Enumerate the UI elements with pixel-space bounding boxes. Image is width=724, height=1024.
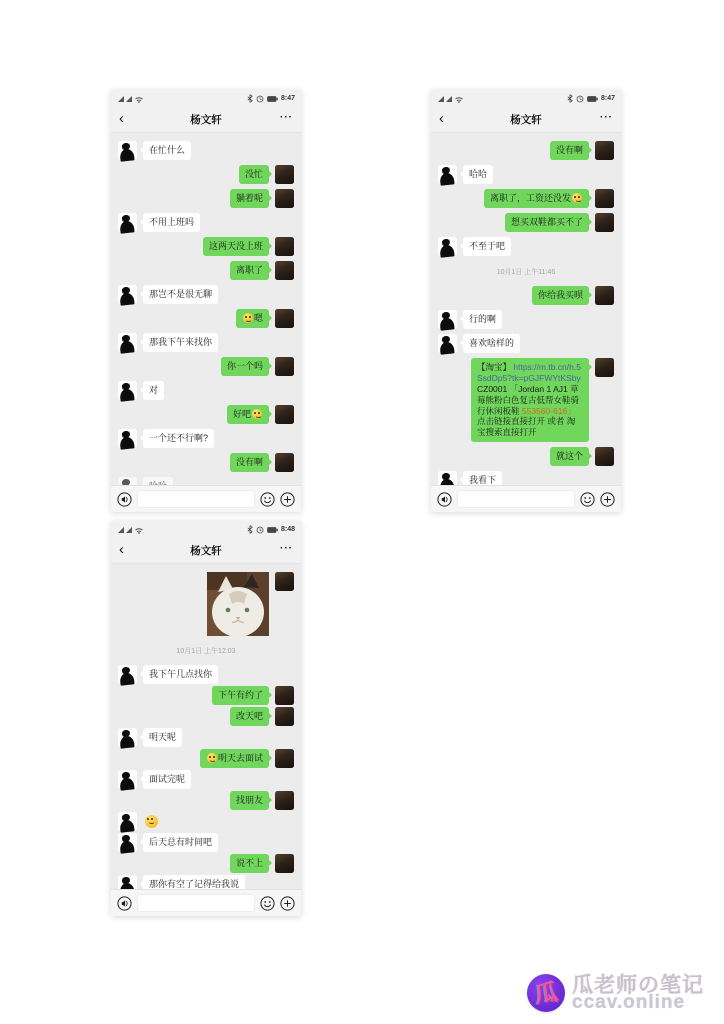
- avatar[interactable]: [118, 812, 137, 831]
- chat-body: [111, 564, 301, 889]
- chat-bubble[interactable]: [532, 286, 589, 305]
- avatar[interactable]: [595, 286, 614, 305]
- avatar[interactable]: [275, 189, 294, 208]
- message-row: [118, 453, 294, 472]
- chat-bubble[interactable]: [143, 381, 164, 400]
- chat-bubble[interactable]: [143, 285, 218, 304]
- photo-message[interactable]: [207, 572, 269, 636]
- avatar[interactable]: [275, 854, 294, 873]
- chat-bubble[interactable]: [227, 405, 269, 424]
- message-row: [438, 334, 614, 353]
- message-text: 说不上: [235, 858, 263, 868]
- message-text: 就这个: [555, 451, 583, 462]
- status-bar: [111, 521, 301, 538]
- message-input[interactable]: [137, 490, 255, 508]
- message-text: 行的啊: [469, 314, 497, 324]
- message-row: [438, 447, 614, 466]
- status-left-icons: [117, 94, 147, 103]
- avatar[interactable]: [275, 707, 294, 726]
- message-text: 后天总有时间吧: [149, 837, 213, 847]
- timestamp-row: [438, 261, 614, 279]
- message-row: [438, 358, 614, 442]
- message-text: 对: [149, 385, 159, 395]
- message-text: 躺着呢: [235, 193, 263, 203]
- avatar[interactable]: [118, 770, 137, 789]
- avatar[interactable]: [438, 310, 457, 329]
- bluetooth-icon: [247, 525, 253, 534]
- avatar[interactable]: [595, 213, 614, 232]
- alarm-icon: [576, 95, 584, 103]
- message-text: 改天吧: [235, 711, 263, 721]
- message-row: [118, 429, 294, 448]
- message-text: 在忙什么: [149, 145, 186, 155]
- chat-bubble[interactable]: [230, 854, 269, 873]
- message-text: 这两天没上班: [208, 241, 263, 251]
- avatar[interactable]: [118, 285, 137, 304]
- message-text: 没有啊: [555, 145, 583, 155]
- wechat-screenshot-2: [431, 90, 621, 512]
- link-segment: 553560-616」: [521, 405, 576, 416]
- status-left-icons: [437, 94, 467, 103]
- chat-header: [111, 107, 301, 133]
- avatar[interactable]: [275, 357, 294, 376]
- avatar[interactable]: [275, 453, 294, 472]
- avatar[interactable]: [595, 358, 614, 377]
- emoji-button[interactable]: [260, 492, 275, 507]
- timestamp: 10月1日 上午11:46: [496, 269, 556, 276]
- back-button[interactable]: ‹: [439, 110, 444, 127]
- emoji-icon: [145, 815, 158, 828]
- watermark-text: [572, 975, 704, 1012]
- message-text: 面试完呢: [149, 774, 186, 784]
- message-text: 明天呢: [149, 732, 177, 742]
- message-text: 一个还不行啊?: [149, 433, 209, 443]
- status-left-icons: [117, 525, 147, 534]
- chat-bubble[interactable]: [550, 447, 589, 466]
- message-row: [118, 237, 294, 256]
- avatar[interactable]: [275, 572, 294, 591]
- chat-bubble[interactable]: [239, 165, 269, 184]
- chat-bubble[interactable]: [236, 309, 269, 328]
- chat-bubble[interactable]: [143, 429, 214, 448]
- message-input[interactable]: [137, 894, 255, 912]
- message-row: [118, 357, 294, 376]
- chat-bubble[interactable]: [143, 665, 218, 684]
- message-row: [438, 310, 614, 329]
- status-bar: [111, 90, 301, 107]
- chat-bubble[interactable]: [143, 728, 182, 747]
- message-row: [438, 189, 614, 208]
- avatar[interactable]: [118, 429, 137, 448]
- emoji-button[interactable]: [260, 896, 275, 911]
- battery-icon: [587, 96, 598, 102]
- link-segment: 【淘宝】: [477, 362, 512, 372]
- wechat-screenshot-3: [111, 521, 301, 916]
- message-input[interactable]: [457, 490, 575, 508]
- message-text: 那岂不是很无聊: [149, 289, 213, 299]
- avatar[interactable]: [275, 686, 294, 705]
- message-text: 明天去面试: [217, 753, 263, 763]
- voice-button[interactable]: [117, 492, 132, 507]
- signal-wifi-icon: [117, 94, 147, 103]
- chat-bubble[interactable]: [230, 707, 269, 726]
- input-bar: [111, 889, 301, 916]
- message-row: [118, 854, 294, 873]
- message-row: [118, 728, 294, 747]
- message-row: [118, 333, 294, 352]
- chat-bubble[interactable]: [463, 310, 502, 329]
- message-text: 那我下午来找你: [149, 337, 213, 347]
- link-segment: https://m.tb.cn/h.5SsdDp5?tk=pGJFWYtKSby: [477, 362, 581, 383]
- watermark-title: 瓜老师の笔记: [572, 973, 704, 997]
- emoji-button[interactable]: [580, 492, 595, 507]
- chat-bubble[interactable]: [463, 237, 511, 256]
- avatar[interactable]: [438, 165, 457, 184]
- message-row: [118, 141, 294, 160]
- chat-title: 杨文轩: [510, 114, 542, 126]
- chat-bubble[interactable]: [143, 141, 191, 160]
- message-text: 没忙: [244, 169, 263, 179]
- message-row: [118, 791, 294, 810]
- status-time: 8:47: [280, 95, 295, 102]
- message-text: 不用上班吗: [149, 217, 195, 227]
- chat-bubble[interactable]: [143, 770, 191, 789]
- status-right-icons: [247, 94, 295, 103]
- voice-button[interactable]: [437, 492, 452, 507]
- message-row: [118, 165, 294, 184]
- avatar[interactable]: [595, 141, 614, 160]
- chat-bubble[interactable]: [463, 165, 493, 184]
- chat-header: [431, 107, 621, 133]
- plus-button[interactable]: [600, 492, 615, 507]
- chat-bubble[interactable]: [230, 261, 269, 280]
- message-row: [438, 141, 614, 160]
- avatar[interactable]: [275, 405, 294, 424]
- message-text: 离职了，工资还没发: [489, 193, 571, 203]
- message-row: [118, 189, 294, 208]
- message-row: [118, 405, 294, 424]
- status-bar: [431, 90, 621, 107]
- bluetooth-icon: [567, 94, 573, 103]
- avatar[interactable]: [118, 141, 137, 160]
- signal-wifi-icon: [437, 94, 467, 103]
- input-bar: [431, 485, 621, 512]
- input-bar: [111, 485, 301, 512]
- chat-title: 杨文轩: [190, 114, 222, 126]
- watermark-gua-character: 瓜: [532, 978, 560, 1007]
- avatar[interactable]: [275, 791, 294, 810]
- chat-bubble[interactable]: [221, 357, 269, 376]
- message-row: [118, 572, 294, 636]
- emoji-icon: [252, 409, 262, 419]
- message-text: 嗯: [253, 313, 263, 323]
- watermark-logo-icon: [527, 974, 565, 1012]
- chat-bubble[interactable]: [230, 453, 269, 472]
- chat-bubble[interactable]: [203, 237, 269, 256]
- message-text: 喜欢啥样的: [469, 338, 515, 348]
- plus-button[interactable]: [280, 896, 295, 911]
- message-row: [118, 381, 294, 400]
- emoji-icon: [572, 193, 582, 203]
- alarm-icon: [256, 526, 264, 534]
- link-message-bubble[interactable]: [471, 358, 589, 442]
- message-row: [438, 213, 614, 232]
- emoji-icon: [243, 313, 253, 323]
- voice-button[interactable]: [117, 896, 132, 911]
- back-button[interactable]: ‹: [119, 541, 124, 558]
- avatar[interactable]: [595, 189, 614, 208]
- avatar[interactable]: [275, 165, 294, 184]
- alarm-icon: [256, 95, 264, 103]
- more-button[interactable]: ···: [280, 112, 293, 123]
- status-time: 8:48: [280, 526, 295, 533]
- wechat-screenshot-1: [111, 90, 301, 512]
- message-text: 没有啊: [235, 457, 263, 467]
- message-text: 不至于吧: [469, 241, 506, 251]
- chat-bubble[interactable]: [212, 686, 269, 705]
- message-row: [118, 213, 294, 232]
- watermark-url: ccav.online: [572, 991, 686, 1013]
- chat-title: 杨文轩: [190, 545, 222, 557]
- avatar[interactable]: [118, 728, 137, 747]
- avatar[interactable]: [118, 665, 137, 684]
- message-row: [118, 749, 294, 768]
- chat-bubble[interactable]: [230, 189, 269, 208]
- message-text: 下午有约了: [217, 690, 263, 700]
- back-button[interactable]: ‹: [119, 110, 124, 127]
- avatar[interactable]: [275, 749, 294, 768]
- message-row: [438, 237, 614, 256]
- message-text: 我下午几点找你: [149, 669, 213, 679]
- avatar[interactable]: [595, 447, 614, 466]
- battery-icon: [267, 96, 278, 102]
- chat-bubble[interactable]: [143, 333, 218, 352]
- avatar[interactable]: [275, 237, 294, 256]
- status-right-icons: [247, 525, 295, 534]
- signal-wifi-icon: [117, 525, 147, 534]
- chat-bubble[interactable]: [505, 213, 589, 232]
- avatar[interactable]: [118, 333, 137, 352]
- chat-bubble[interactable]: [143, 213, 200, 232]
- plus-button[interactable]: [280, 492, 295, 507]
- message-text: 想买双鞋都买不了: [510, 217, 583, 227]
- chat-bubble[interactable]: [550, 141, 589, 160]
- chat-body: [111, 133, 301, 485]
- message-row: [118, 285, 294, 304]
- message-text: 我看下: [469, 475, 497, 486]
- link-segment: 点击链接直接打开 或者 淘宝搜索直接打开: [477, 416, 576, 438]
- message-row: [118, 309, 294, 328]
- message-row: [438, 286, 614, 305]
- chat-body: [431, 133, 621, 485]
- timestamp: 10月1日 上午12:03: [176, 648, 236, 655]
- emoji-icon: [207, 753, 217, 763]
- bluetooth-icon: [247, 94, 253, 103]
- more-button[interactable]: ···: [600, 112, 613, 123]
- message-row: [118, 707, 294, 726]
- battery-icon: [267, 527, 278, 533]
- more-button[interactable]: ···: [280, 543, 293, 554]
- status-right-icons: [567, 94, 615, 103]
- message-text: 那你有空了记得给我说: [149, 879, 240, 889]
- cat-photo: [207, 572, 269, 636]
- chat-bubble[interactable]: [484, 189, 589, 208]
- avatar[interactable]: [118, 833, 137, 852]
- message-text: 找朋友: [235, 795, 263, 805]
- message-text: 你给我买呗: [537, 290, 583, 300]
- avatar[interactable]: [275, 261, 294, 280]
- chat-bubble[interactable]: [143, 833, 218, 852]
- chat-bubble[interactable]: [463, 334, 520, 353]
- avatar[interactable]: [438, 334, 457, 353]
- message-row: [118, 770, 294, 789]
- chat-bubble[interactable]: [200, 749, 269, 768]
- status-time: 8:47: [600, 95, 615, 102]
- message-row: [118, 833, 294, 852]
- avatar[interactable]: [118, 381, 137, 400]
- message-text: 哈哈: [469, 169, 488, 179]
- message-row: [438, 165, 614, 184]
- watermark: [527, 974, 704, 1012]
- avatar[interactable]: [438, 237, 457, 256]
- message-row: [118, 665, 294, 684]
- timestamp-row: [118, 640, 294, 658]
- message-row: [118, 686, 294, 705]
- message-row: [118, 812, 294, 831]
- avatar[interactable]: [118, 213, 137, 232]
- chat-bubble[interactable]: [230, 791, 269, 810]
- avatar[interactable]: [275, 309, 294, 328]
- link-segment: CZ0001 「Jordan 1 AJ1 草莓熊粉白色复古低帮女鞋骑行休闲板鞋: [477, 383, 580, 416]
- message-row: [118, 261, 294, 280]
- message-text: 你一个吗: [226, 361, 263, 371]
- message-text: 好吧: [232, 409, 251, 419]
- message-text: 离职了: [235, 265, 263, 275]
- chat-header: [111, 538, 301, 564]
